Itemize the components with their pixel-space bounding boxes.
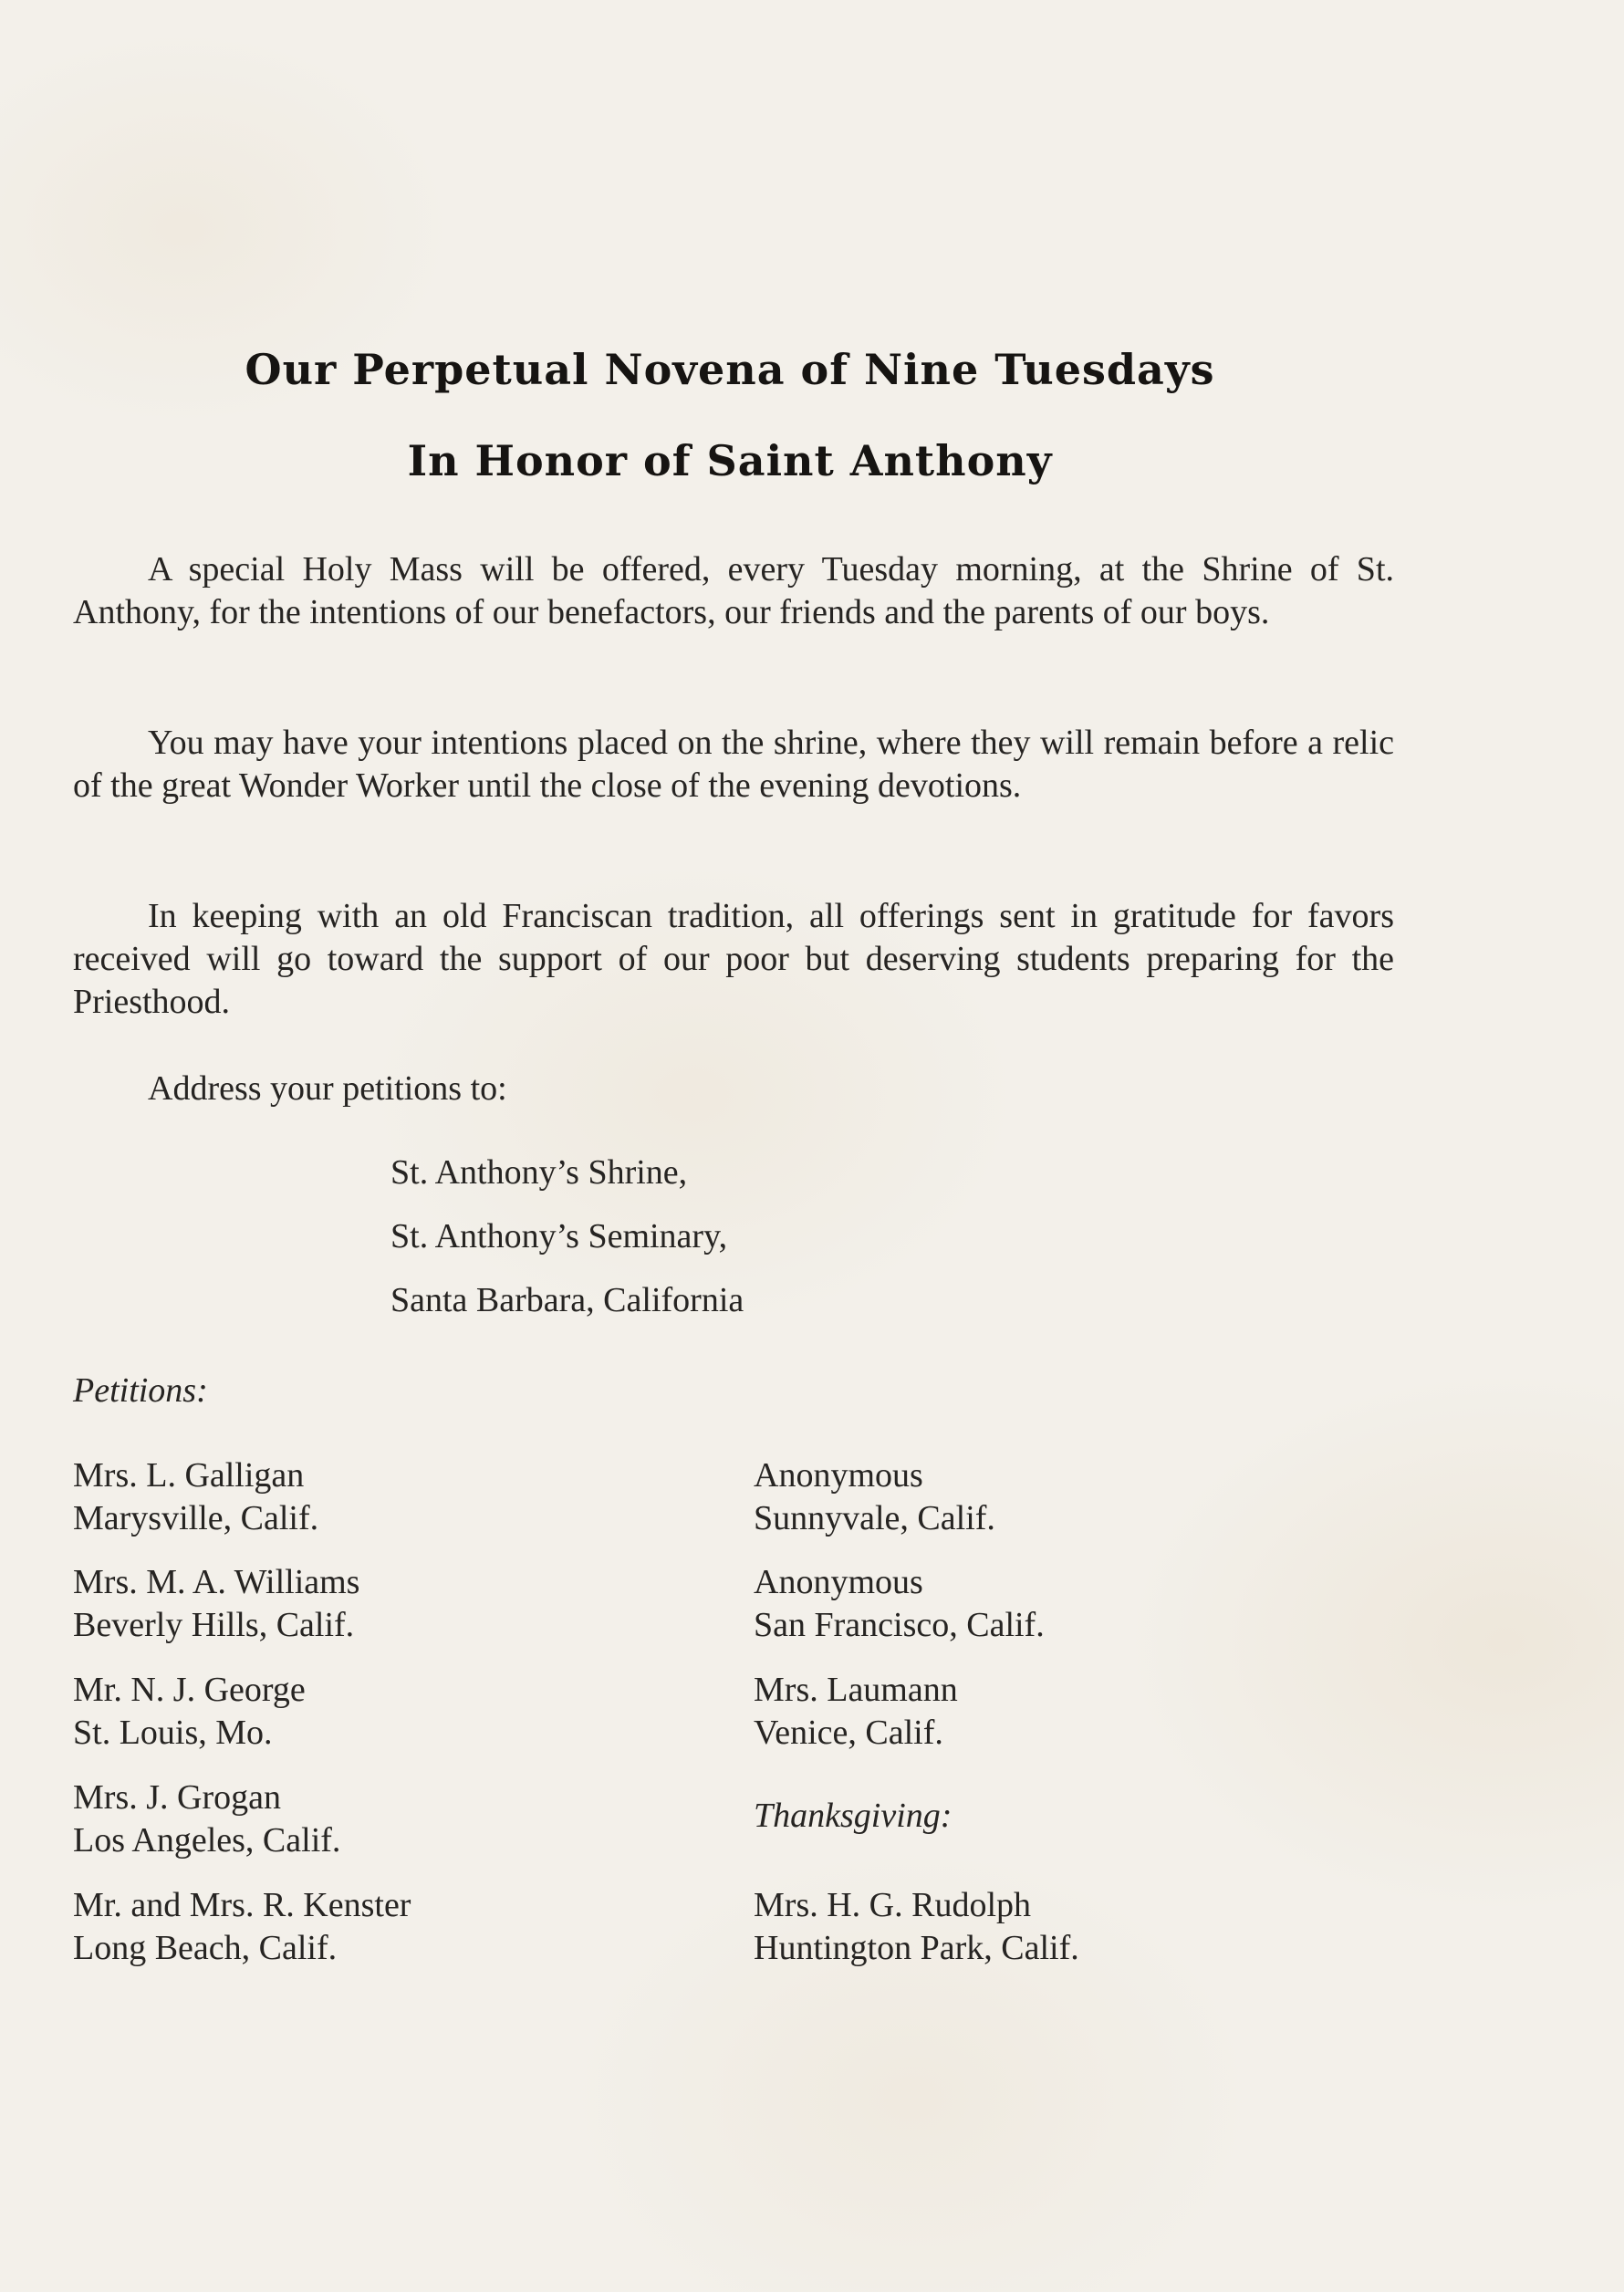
petition-place: Sunnyvale, Calif. (754, 1499, 995, 1537)
petition-name: Mrs. Laumann (754, 1671, 958, 1709)
petition-name: Mrs. J. Grogan (73, 1778, 281, 1817)
petition-name: Mr. and Mrs. R. Kenster (73, 1886, 411, 1924)
petitions-heading: Petitions: (73, 1371, 208, 1410)
petition-place: Long Beach, Calif. (73, 1929, 338, 1967)
petition-entry (73, 1454, 318, 1540)
petition-name: Anonymous (754, 1456, 923, 1495)
paragraph-offerings: In keeping with an old Franciscan tradition, all offerings sent in gratitude for favors received will go toward the support of our poor but deserving students preparing for the Priesthood. (73, 897, 1394, 1021)
petition-place: Beverly Hills, Calif. (73, 1606, 355, 1644)
address-line-shrine: St. Anthony’s Shrine, (390, 1153, 688, 1192)
petition-place: Marysville, Calif. (73, 1499, 319, 1537)
petition-name: Mrs. M. A. Williams (73, 1563, 360, 1601)
thanksgiving-name: Mrs. H. G. Rudolph (754, 1886, 1032, 1924)
petition-name: Mrs. L. Galligan (73, 1456, 305, 1495)
petition-entry (754, 1669, 958, 1755)
petition-place: St. Louis, Mo. (73, 1714, 273, 1752)
petition-place: San Francisco, Calif. (754, 1606, 1045, 1644)
petition-entry (73, 1776, 340, 1862)
petition-place: Venice, Calif. (754, 1714, 943, 1752)
address-line-city: Santa Barbara, California (390, 1281, 744, 1319)
paragraph-intentions: You may have your intentions placed on the shrine, where they will remain before a relic of the great Wonder Worker until the close of the evening devotions. (73, 724, 1394, 805)
thanksgiving-heading: Thanksgiving: (754, 1797, 953, 1835)
petition-name: Anonymous (754, 1563, 923, 1601)
petition-place: Los Angeles, Calif. (73, 1821, 341, 1860)
petition-entry (754, 1561, 1045, 1647)
paragraph-holy-mass: A special Holy Mass will be offered, every Tuesday morning, at the Shrine of St. Anthony, for the intentions of our benefactors, our friends and the parents of our boys. (73, 550, 1394, 631)
petition-entry (73, 1884, 411, 1970)
address-intro: Address your petitions to: (148, 1069, 507, 1108)
thanksgiving-entry (754, 1884, 1079, 1970)
petition-entry (73, 1669, 306, 1755)
thanksgiving-place: Huntington Park, Calif. (754, 1929, 1079, 1967)
petition-entry (73, 1561, 359, 1647)
petition-entry (754, 1454, 995, 1540)
page-title: Our Perpetual Novena of Nine Tuesdays (245, 345, 1215, 394)
page-subtitle: In Honor of Saint Anthony (407, 436, 1053, 485)
address-line-seminary: St. Anthony’s Seminary, (390, 1217, 728, 1255)
petition-name: Mr. N. J. George (73, 1671, 306, 1709)
